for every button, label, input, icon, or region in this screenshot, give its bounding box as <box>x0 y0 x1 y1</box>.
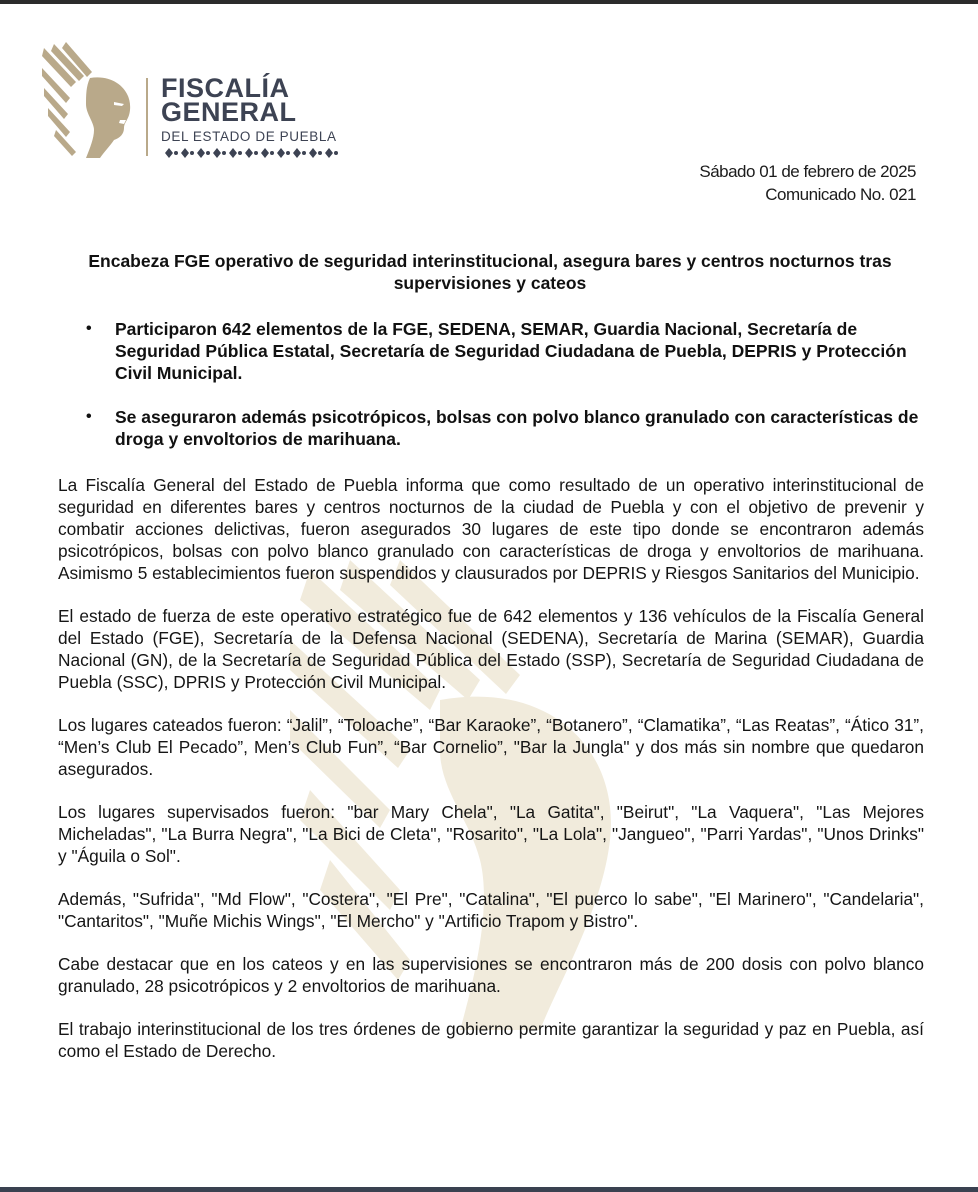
bullet-icon: • <box>86 408 92 425</box>
logo-divider <box>146 78 148 156</box>
press-headline: Encabeza FGE operativo de seguridad interinstitucional, asegura bares y centros nocturnos tras supervisiones y cateos <box>88 251 892 293</box>
press-body <box>58 474 924 1083</box>
body-paragraph: Los lugares supervisados fueron: "bar Mary Chela", "La Gatita", "Beirut", "La Vaquera", "Las Mejores Micheladas", "La Burra Negra", "La Bici de Cleta", "Rosarito", "La Lola", "Jangueo", "Parri Yardas", "Unos Drinks" y "Águila o Sol". <box>58 802 924 866</box>
highlight-text: Se aseguraron además psicotrópicos, bolsas con polvo blanco granulado con características de droga y envoltorios de marihuana. <box>115 407 919 449</box>
highlight-item <box>84 406 924 450</box>
body-paragraph: Cabe destacar que en los cateos y en las supervisiones se encontraron más de 200 dosis con polvo blanco granulado, 28 psicotrópicos y 2 envoltorios de marihuana. <box>58 954 924 996</box>
logo-subtitle: DEL ESTADO DE PUEBLA <box>161 129 337 144</box>
release-number: Comunicado No. 021 <box>765 185 916 204</box>
highlights-list <box>84 318 924 472</box>
fiscalia-logo <box>40 42 360 162</box>
logo-title-line1: FISCALÍA <box>161 73 290 103</box>
logo-title <box>161 73 371 127</box>
highlight-item <box>84 318 924 384</box>
body-paragraph: El estado de fuerza de este operativo estratégico fue de 642 elementos y 136 vehículos de la Fiscalía General del Estado (FGE), Secretaría de la Defensa Nacional (SEDENA), Secretaría de Marina (SEMAR), Guardia Nacional (GN), de la Secretaría de Seguridad Pública del Estado (SSP), Secretaría de Seguridad Ciudadana de Puebla (SSC), DPRIS y Protección Civil Municipal. <box>58 606 924 692</box>
bullet-icon: • <box>86 320 92 337</box>
body-paragraph: Además, "Sufrida", "Md Flow", "Costera", "El Pre", "Catalina", "El puerco lo sabe", "El Marinero", "Candelaria", "Cantaritos", "Muñe Michis Wings", "El Mercho" y "Artificio Trapom y Bistro". <box>58 889 924 931</box>
release-header <box>699 160 916 206</box>
body-paragraph: Los lugares cateados fueron: “Jalil”, “Toloache”, “Bar Karaoke”, “Botanero”, “Clamatika”, “Las Reatas”, “Ático 31”, “Men’s Club El Pecado”, Men’s Club Fun”, “Bar Cornelio”, "Bar la Jungla" y dos más sin nombre que quedaron asegurados. <box>58 715 924 779</box>
fiscalia-emblem-icon <box>40 42 140 160</box>
highlight-text: Participaron 642 elementos de la FGE, SEDENA, SEMAR, Guardia Nacional, Secretaría de Seguridad Pública Estatal, Secretaría de Seguridad Ciudadana de Puebla, DEPRIS y Protección Civil Municipal. <box>115 319 907 383</box>
body-paragraph: El trabajo interinstitucional de los tres órdenes de gobierno permite garantizar la seguridad y paz en Puebla, así como el Estado de Derecho. <box>58 1019 924 1061</box>
release-date: Sábado 01 de febrero de 2025 <box>699 162 916 181</box>
bottom-border <box>0 1187 978 1192</box>
body-paragraph: La Fiscalía General del Estado de Puebla informa que como resultado de un operativo interinstitucional de seguridad en diferentes bares y centros nocturnos de la ciudad de Puebla y con el objetivo de prevenir y combatir acciones delictivas, fueron asegurados 30 lugares de este tipo donde se encontraron además psicotrópicos, bolsas con polvo blanco granulado con características de droga y envoltorios de marihuana. Asimismo 5 establecimientos fueron suspendidos y clausurados por DEPRIS y Riesgos Sanitarios del Municipio. <box>58 475 924 583</box>
top-border <box>0 0 978 4</box>
logo-title-line2: GENERAL <box>161 97 297 127</box>
talavera-pattern-icon <box>161 146 345 160</box>
